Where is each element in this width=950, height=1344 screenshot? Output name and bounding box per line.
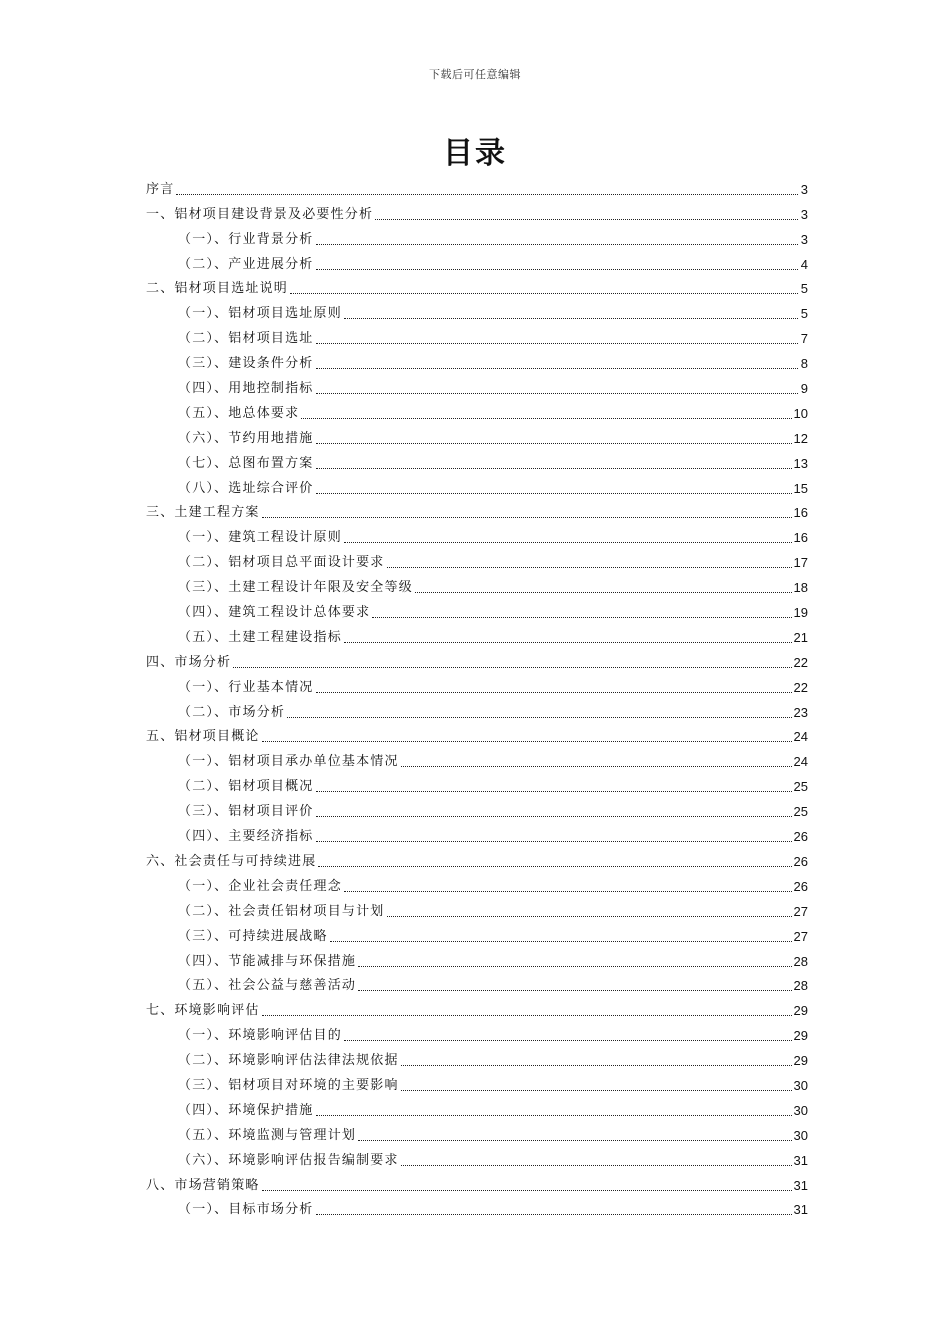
toc-entry-label: 四、市场分析: [146, 654, 232, 670]
toc-entry-page-number: 15: [793, 480, 808, 496]
toc-entry-label: （四）、建筑工程设计总体要求: [178, 605, 371, 621]
toc-entry-label: 三、土建工程方案: [146, 505, 260, 521]
toc-entry[interactable]: [146, 796, 808, 821]
toc-entry-page-number: 23: [793, 704, 808, 720]
toc-dot-leader: [316, 791, 792, 792]
toc-entry[interactable]: [146, 1095, 808, 1120]
toc-entry[interactable]: [146, 473, 808, 498]
toc-entry-page-number: 30: [793, 1102, 808, 1118]
toc-entry-page-number: 29: [793, 1003, 808, 1019]
toc-entry-label: （三）、可持续进展战略: [178, 928, 328, 944]
toc-entry[interactable]: [146, 199, 808, 224]
toc-dot-leader: [262, 1190, 792, 1191]
toc-dot-leader: [316, 343, 798, 344]
toc-entry-page-number: 18: [793, 580, 808, 596]
toc-entry-label: （四）、节能减排与环保措施: [178, 953, 357, 969]
toc-dot-leader: [387, 916, 792, 917]
toc-dot-leader: [316, 493, 792, 494]
toc-dot-leader: [415, 592, 792, 593]
toc-entry[interactable]: [146, 1170, 808, 1195]
toc-entry-page-number: 30: [793, 1127, 808, 1143]
toc-dot-leader: [316, 841, 792, 842]
toc-entry-page-number: 16: [793, 505, 808, 521]
toc-entry[interactable]: [146, 672, 808, 697]
toc-entry-page-number: 22: [793, 654, 808, 670]
toc-dot-leader: [344, 1040, 792, 1041]
toc-entry-label: （四）、用地控制指标: [178, 381, 314, 397]
toc-entry-page-number: 29: [793, 1053, 808, 1069]
toc-entry-label: （二）、铝材项目选址: [178, 331, 314, 347]
toc-entry-label: （七）、总图布置方案: [178, 455, 314, 471]
toc-entry[interactable]: [146, 249, 808, 274]
toc-dot-leader: [262, 741, 792, 742]
toc-entry[interactable]: [146, 448, 808, 473]
toc-entry-label: （三）、铝材项目对环境的主要影响: [178, 1077, 399, 1093]
toc-entry-page-number: 12: [793, 430, 808, 446]
toc-entry-label: （三）、铝材项目评价: [178, 804, 314, 820]
toc-entry-label: 一、铝材项目建设背景及必要性分析: [146, 206, 374, 222]
toc-dot-leader: [344, 542, 792, 543]
toc-dot-leader: [287, 717, 791, 718]
toc-entry[interactable]: [146, 498, 808, 523]
toc-entry-page-number: 16: [793, 530, 808, 546]
toc-dot-leader: [375, 219, 798, 220]
toc-entry-page-number: 22: [793, 679, 808, 695]
toc-entry-label: （一）、目标市场分析: [178, 1202, 314, 1218]
toc-entry[interactable]: [146, 1145, 808, 1170]
toc-dot-leader: [344, 891, 792, 892]
toc-entry-page-number: 8: [800, 356, 808, 372]
toc-entry[interactable]: [146, 821, 808, 846]
toc-dot-leader: [387, 567, 792, 568]
toc-dot-leader: [316, 1214, 792, 1215]
toc-entry-label: （二）、铝材项目概况: [178, 779, 314, 795]
toc-entry[interactable]: [146, 224, 808, 249]
toc-dot-leader: [316, 468, 792, 469]
toc-dot-leader: [316, 816, 792, 817]
toc-dot-leader: [318, 866, 791, 867]
toc-dot-leader: [330, 941, 792, 942]
toc-entry[interactable]: [146, 373, 808, 398]
toc-entry[interactable]: [146, 697, 808, 722]
toc-dot-leader: [316, 393, 798, 394]
toc-entry[interactable]: [146, 647, 808, 672]
toc-entry-page-number: 4: [800, 256, 808, 272]
toc-entry-page-number: 24: [793, 754, 808, 770]
toc-entry-page-number: 17: [793, 555, 808, 571]
toc-entry-page-number: 28: [793, 978, 808, 994]
toc-dot-leader: [316, 244, 798, 245]
toc-entry-page-number: 25: [793, 804, 808, 820]
toc-dot-leader: [316, 269, 798, 270]
toc-entry-label: （二）、铝材项目总平面设计要求: [178, 555, 385, 571]
toc-entry[interactable]: [146, 398, 808, 423]
toc-entry[interactable]: [146, 547, 808, 572]
toc-entry[interactable]: [146, 572, 808, 597]
toc-entry[interactable]: [146, 846, 808, 871]
toc-dot-leader: [176, 194, 798, 195]
toc-entry[interactable]: [146, 771, 808, 796]
toc-entry-page-number: 28: [793, 953, 808, 969]
toc-entry[interactable]: [146, 1020, 808, 1045]
toc-dot-leader: [401, 1065, 792, 1066]
toc-dot-leader: [358, 1140, 791, 1141]
toc-entry-page-number: 5: [800, 281, 808, 297]
toc-entry-page-number: 26: [793, 853, 808, 869]
toc-entry[interactable]: [146, 946, 808, 971]
toc-entry-label: （四）、环境保护措施: [178, 1102, 314, 1118]
toc-entry-label: 六、社会责任与可持续进展: [146, 853, 317, 869]
toc-entry[interactable]: [146, 622, 808, 647]
toc-entry-page-number: 21: [793, 629, 808, 645]
toc-dot-leader: [344, 642, 792, 643]
toc-entry-page-number: 27: [793, 928, 808, 944]
toc-dot-leader: [262, 517, 792, 518]
toc-entry-label: （一）、建筑工程设计原则: [178, 530, 342, 546]
toc-dot-leader: [233, 667, 791, 668]
toc-dot-leader: [316, 1115, 792, 1116]
toc-entry-label: （六）、环境影响评估报告编制要求: [178, 1152, 399, 1168]
toc-entry-label: （一）、铝材项目选址原则: [178, 306, 342, 322]
toc-dot-leader: [358, 990, 791, 991]
toc-dot-leader: [401, 1165, 792, 1166]
toc-entry-label: （二）、社会责任铝材项目与计划: [178, 903, 385, 919]
toc-entry-page-number: 3: [800, 231, 808, 247]
toc-entry-label: （八）、选址综合评价: [178, 480, 314, 496]
header-note: 下载后可任意编辑: [429, 68, 521, 81]
toc-entry[interactable]: [146, 971, 808, 996]
toc-entry-label: （四）、主要经济指标: [178, 829, 314, 845]
toc-entry-label: （一）、行业基本情况: [178, 679, 314, 695]
toc-entry[interactable]: [146, 871, 808, 896]
toc-entry-label: 五、铝材项目概论: [146, 729, 260, 745]
toc-entry-label: （五）、地总体要求: [178, 405, 300, 421]
toc-dot-leader: [290, 293, 798, 294]
toc-entry-page-number: 30: [793, 1077, 808, 1093]
toc-entry-page-number: 10: [793, 405, 808, 421]
toc-entry-page-number: 26: [793, 829, 808, 845]
toc-entry-page-number: 27: [793, 903, 808, 919]
toc-entry[interactable]: [146, 746, 808, 771]
toc-entry-page-number: 31: [793, 1152, 808, 1168]
toc-entry-label: （一）、行业背景分析: [178, 231, 314, 247]
toc-entry[interactable]: [146, 722, 808, 747]
toc-entry-page-number: 25: [793, 779, 808, 795]
toc-dot-leader: [301, 418, 791, 419]
toc-entry[interactable]: [146, 323, 808, 348]
toc-dot-leader: [316, 443, 792, 444]
toc-entry[interactable]: [146, 1195, 808, 1220]
toc-entry-label: 序言: [146, 181, 175, 197]
toc-dot-leader: [401, 766, 792, 767]
toc-entry[interactable]: [146, 995, 808, 1020]
toc-entry[interactable]: [146, 174, 808, 199]
toc-entry-label: （一）、企业社会责任理念: [178, 878, 342, 894]
toc-dot-leader: [401, 1090, 792, 1091]
toc-entry[interactable]: [146, 274, 808, 299]
toc-dot-leader: [316, 368, 798, 369]
toc-entry[interactable]: [146, 1120, 808, 1145]
toc-entry-page-number: 5: [800, 306, 808, 322]
toc-entry-page-number: 3: [800, 181, 808, 197]
toc-entry[interactable]: [146, 1045, 808, 1070]
toc-entry[interactable]: [146, 597, 808, 622]
toc-entry-page-number: 7: [800, 331, 808, 347]
toc-entry-page-number: 31: [793, 1202, 808, 1218]
toc-entry-label: （二）、市场分析: [178, 704, 286, 720]
toc-dot-leader: [344, 318, 798, 319]
table-of-contents: [146, 174, 808, 1219]
toc-entry-page-number: 31: [793, 1177, 808, 1193]
toc-dot-leader: [262, 1015, 792, 1016]
toc-entry[interactable]: [146, 298, 808, 323]
toc-entry[interactable]: [146, 896, 808, 921]
toc-entry-label: （一）、环境影响评估目的: [178, 1028, 342, 1044]
toc-entry-label: （六）、节约用地措施: [178, 430, 314, 446]
toc-entry-label: （五）、环境监测与管理计划: [178, 1127, 357, 1143]
toc-entry[interactable]: [146, 348, 808, 373]
toc-entry-label: （五）、土建工程建设指标: [178, 629, 342, 645]
toc-entry[interactable]: [146, 423, 808, 448]
toc-dot-leader: [372, 617, 791, 618]
toc-entry-page-number: 3: [800, 206, 808, 222]
toc-entry-page-number: 26: [793, 878, 808, 894]
toc-entry[interactable]: [146, 921, 808, 946]
toc-entry-page-number: 24: [793, 729, 808, 745]
toc-entry-page-number: 13: [793, 455, 808, 471]
toc-dot-leader: [358, 966, 791, 967]
toc-entry[interactable]: [146, 1070, 808, 1095]
toc-entry-page-number: 19: [793, 605, 808, 621]
toc-entry-page-number: 9: [800, 381, 808, 397]
toc-entry-label: 二、铝材项目选址说明: [146, 281, 289, 297]
toc-entry-page-number: 29: [793, 1028, 808, 1044]
toc-entry-label: （二）、产业进展分析: [178, 256, 314, 272]
toc-entry-label: （一）、铝材项目承办单位基本情况: [178, 754, 399, 770]
toc-entry-label: （二）、环境影响评估法律法规依据: [178, 1053, 399, 1069]
toc-entry-label: （五）、社会公益与慈善活动: [178, 978, 357, 994]
toc-entry-label: （三）、土建工程设计年限及安全等级: [178, 580, 413, 596]
toc-entry-label: 七、环境影响评估: [146, 1003, 260, 1019]
toc-entry-label: （三）、建设条件分析: [178, 356, 314, 372]
toc-dot-leader: [316, 692, 792, 693]
toc-entry-label: 八、市场营销策略: [146, 1177, 260, 1193]
toc-entry[interactable]: [146, 522, 808, 547]
page-title: 目录: [443, 136, 507, 171]
